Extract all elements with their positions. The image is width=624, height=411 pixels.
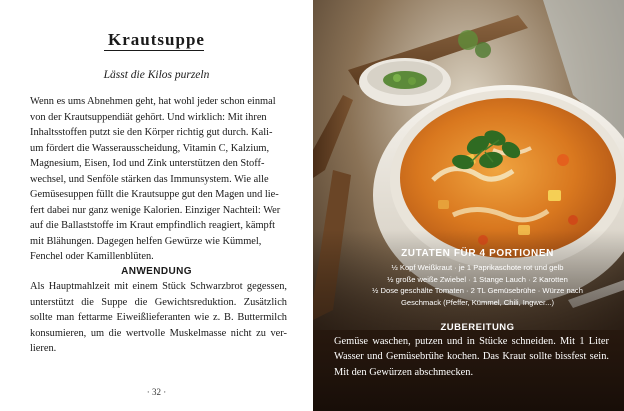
intro-line: wechsel, und Senföle stärken das Immunsystem. Wie alle — [30, 173, 269, 185]
recipe-subtitle: Lässt die Kilos purzeln — [103, 69, 210, 81]
anwendung-line: lieren. — [30, 343, 57, 355]
right-page — [313, 0, 624, 411]
anwendung-heading: ANWENDUNG — [121, 266, 192, 277]
ingredients-line: Geschmack (Pfeffer, Kümmel, Chili, Ingwer...) — [400, 297, 555, 307]
intro-line: Inhaltsstoffen putzt sie den Körper richtig gut durch. Kali- — [30, 127, 273, 139]
intro-line: von der Krautsuppendiät gehört. Und wirklich: Mit ihren — [30, 111, 267, 123]
intro-line: um fördert die Wasserausscheidung, Vitamin C, Kalzium, — [30, 142, 270, 154]
intro-line: Magnesium, Eisen, Iod und Zink unterstützen den Stoff- — [30, 158, 265, 170]
ingredients-list — [331, 262, 624, 308]
ingredients-line: ½ Kopf Weißkraut · je 1 Paprikaschote rot und gelb — [391, 263, 564, 272]
intro-paragraph — [30, 94, 287, 265]
page-number: · 32 · — [146, 387, 167, 397]
intro-line: Fenchel oder Kamillenblüten. — [30, 251, 154, 263]
anwendung-line: konsumieren, um die wertvolle Muskelmasse nicht zu ver- — [30, 327, 287, 339]
anwendung-line: Als Hauptmahlzeit mit einem Stück Schwarzbrot gegessen, — [30, 281, 287, 292]
ingredients-line: ½ Dose geschälte Tomaten · 2 TL Gemüsebrühe · Würze nach — [372, 286, 583, 296]
anwendung-line: sollte man fettarme Eiweißlieferanten wie z. B. Buttermilch — [30, 312, 287, 324]
intro-line: auf die Ballaststoffe im Kraut empfindlich reagiert, kämpft — [30, 220, 276, 232]
preparation-text: Gemüse waschen, putzen und in Stücke schneiden. Mit 1 Liter Wasser und Gemüsebrühe kochen. Das Kraut sollte bissfest sein. Mit den Gewürzen abschmecken. — [334, 336, 609, 378]
intro-line: Gemüsesuppen füllt die Krautsuppe gut den Magen und lie- — [30, 189, 279, 201]
title-underline — [104, 50, 204, 51]
preparation-heading: ZUBEREITUNG — [440, 322, 515, 333]
ingredients-line: ½ große weiße Zwiebel · 1 Stange Lauch · 2 Karotten — [387, 274, 568, 284]
ingredients-heading: ZUTATEN FÜR 4 PORTIONEN — [401, 248, 554, 259]
intro-line: mit Blähungen. Dagegen helfen Gewürze wie Kümmel, — [30, 235, 262, 247]
recipe-title: Krautsuppe — [108, 30, 205, 49]
anwendung-paragraph — [30, 279, 287, 357]
intro-line: fert dabei nur ganz wenige Kalorien. Einziger Nachteil: Wer — [30, 204, 281, 216]
anwendung-line: unterstützt die Suppe die Gewichtsreduktion. Zusätzlich — [30, 296, 287, 308]
intro-line: Wenn es ums Abnehmen geht, hat wohl jeder schon einmal — [30, 96, 276, 107]
